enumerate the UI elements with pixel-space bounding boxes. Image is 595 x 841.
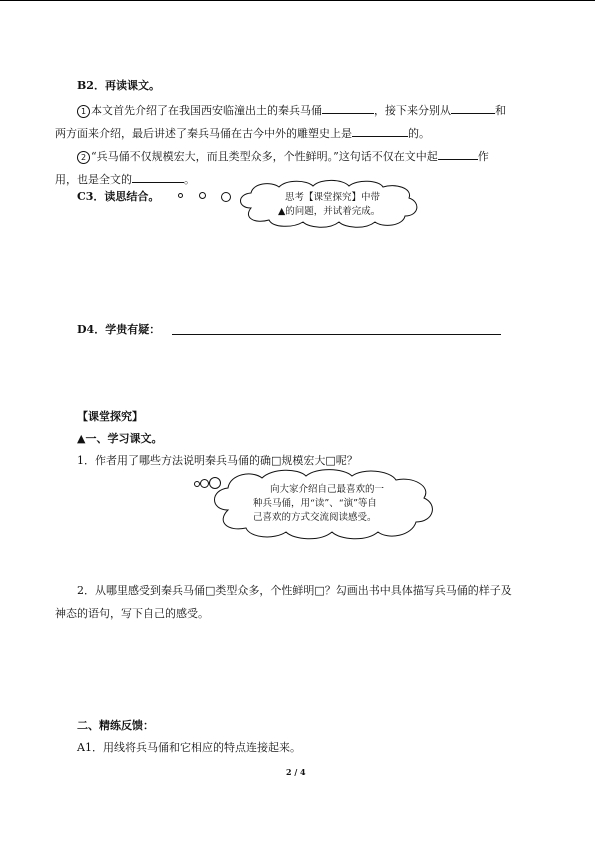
b2-item2-line2 [55, 171, 195, 187]
d4-answer-line[interactable] [172, 334, 501, 335]
c3-cloud-line2: ▲的问题，并试着完成。 [278, 206, 381, 217]
page-number: 2 / 4 [286, 767, 306, 777]
b2-item2-text-a: “兵马俑不仅规模宏大，而且类型众多，个性鲜明。”这句话不仅在文中起 [91, 150, 438, 163]
b2-item2-line2-text-b: 。 [184, 173, 195, 186]
circled-number-2: 2 [77, 151, 90, 164]
b2-item1-line2 [55, 125, 430, 141]
b2-item2-text-b: 作 [477, 150, 489, 163]
b2-item2-line1 [77, 148, 489, 164]
c3-heading: C3．读思结合。 [77, 190, 160, 203]
explore-q2-line1: 2．从哪里感受到秦兵马俑□类型众多，个性鲜明□？勾画出书中具体描写兵马俑的样子及 [77, 584, 512, 597]
blank-3[interactable] [352, 125, 408, 137]
blank-1[interactable] [322, 102, 374, 114]
b2-heading: B2．再读课文。 [77, 79, 160, 92]
b2-item1-text-b: ，接下来分别从 [374, 104, 451, 117]
blank-2[interactable] [451, 102, 495, 114]
explore-q2-line2: 神态的语句，写下自己的感受。 [55, 607, 209, 620]
practice-a1: A1．用线将兵马俑和它相应的特点连接起来。 [77, 741, 301, 754]
top-rule [0, 0, 595, 1]
thought-bubble-dot [178, 193, 183, 198]
circled-number-1: 1 [77, 105, 90, 118]
explore-cloud-line2: 种兵马俑，用“读”、“演”等自 [253, 498, 377, 509]
practice-section2: 二、精练反馈： [77, 719, 154, 732]
explore-cloud-line3: 己喜欢的方式交流阅读感受。 [253, 512, 377, 523]
explore-title: 【课堂探究】 [77, 410, 143, 423]
explore-q1: 1．作者用了哪些方法说明秦兵马俑的确□规模宏大□呢？ [77, 454, 358, 467]
thought-cloud [233, 178, 423, 230]
thought-bubble-dot [221, 192, 231, 202]
b2-item1-text-a: 本文首先介绍了在我国西安临潼出土的秦兵马俑 [91, 104, 322, 117]
explore-section1: ▲一、学习课文。 [77, 432, 163, 445]
b2-item1-line1 [77, 102, 506, 118]
d4-heading: D4．学贵有疑： [77, 323, 161, 336]
explore-cloud-line1: 向大家介绍自己最喜欢的一 [270, 484, 385, 495]
b2-item1-line2-text-b: 的。 [408, 127, 430, 140]
blank-4[interactable] [438, 148, 478, 160]
blank-5[interactable] [132, 171, 184, 183]
b2-item1-line2-text-a: 两方面来介绍，最后讲述了秦兵马俑在古今中外的雕塑史上是 [55, 127, 352, 140]
b2-item1-text-c: 和 [495, 104, 506, 117]
b2-item2-line2-text-a: 用，也是全文的 [55, 173, 132, 186]
thought-bubble-dot [199, 192, 206, 199]
c3-cloud-line1: 思考【课堂探究】中带 [285, 192, 381, 203]
